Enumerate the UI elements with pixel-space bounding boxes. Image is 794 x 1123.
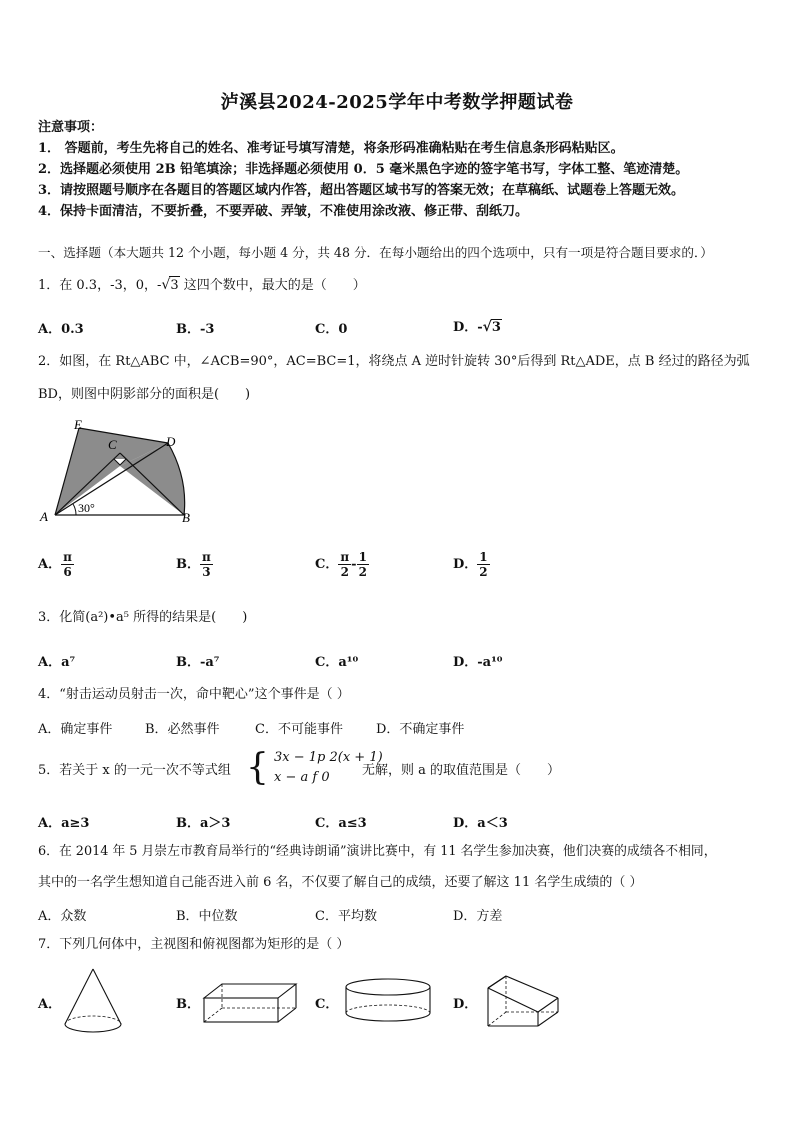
q1-option-d xyxy=(453,316,502,335)
label-b: B xyxy=(182,510,190,525)
q2-option-a-label: A． xyxy=(38,557,62,572)
fraction xyxy=(477,550,489,579)
q7-option-c: C． xyxy=(315,997,339,1012)
q7-option-b: B． xyxy=(176,997,200,1012)
q3-option-a: A．a⁷ xyxy=(38,655,76,670)
sqrt-symbol: √ xyxy=(482,319,492,335)
q7-option-a: A． xyxy=(38,997,62,1012)
q2-option-c-label: C． xyxy=(315,557,339,572)
q5-option-d: D．a＜3 xyxy=(453,816,508,831)
question-2-line-1: 2．如图，在 Rt△ABC 中，∠ACB=90°，AC=BC=1，将绕点 A 逆时针旋转 30°后得到 Rt△ADE，点 B 经过的路径为弧 xyxy=(38,354,750,369)
numerator: π xyxy=(202,550,211,564)
q2-figure xyxy=(38,408,198,528)
q5-option-a: A．a≥3 xyxy=(38,816,90,831)
fraction xyxy=(338,550,351,579)
q5-option-c: C．a≤3 xyxy=(315,816,367,831)
q3-option-b: B．-a⁷ xyxy=(176,655,220,670)
question-3-stem: 3．化简(a²)•a⁵ 所得的结果是( ) xyxy=(38,610,248,625)
q7-option-d: D． xyxy=(453,997,478,1012)
q4-option-c: C．不可能事件 xyxy=(255,722,343,737)
fraction xyxy=(200,550,213,579)
q2-option-d xyxy=(453,550,490,579)
fraction xyxy=(357,550,369,579)
q1-option-d-prefix: D．- xyxy=(453,320,483,335)
label-c: C xyxy=(108,437,117,452)
angle-arc xyxy=(73,504,76,515)
inequality-1: 3x − 1p 2(x + 1) xyxy=(274,750,383,765)
sqrt-symbol: √ xyxy=(161,277,171,293)
q3-option-c: C．a¹⁰ xyxy=(315,655,359,670)
label-angle: 30° xyxy=(78,501,95,515)
denominator: 3 xyxy=(200,564,213,579)
notice-item: 3．请按照题号顺序在各题目的答题区域内作答，超出答题区域书写的答案无效；在草稿纸、试题卷上答题无效。 xyxy=(38,183,685,198)
question-5-stem-b: 无解，则 a 的取值范围是（ ） xyxy=(362,763,561,778)
minus-sign: - xyxy=(351,557,357,572)
q4-option-a: A．确定事件 xyxy=(38,722,113,737)
question-5-stem-a: 5．若关于 x 的一元一次不等式组 xyxy=(38,763,231,778)
notice-item: 4．保持卡面清洁，不要折叠，不要弄破、弄皱，不准使用涂改液、修正带、刮纸刀。 xyxy=(38,204,529,219)
numerator: π xyxy=(63,550,72,564)
denominator: 2 xyxy=(338,564,351,579)
q2-option-b-label: B． xyxy=(176,557,200,572)
cone-figure xyxy=(62,966,124,1036)
q1-option-b: B．-3 xyxy=(176,322,215,337)
denominator: 6 xyxy=(61,564,74,579)
q2-option-a xyxy=(38,550,74,579)
label-e: E xyxy=(74,417,82,432)
denominator: 2 xyxy=(358,565,367,579)
cylinder-figure xyxy=(342,976,434,1026)
label-a: A xyxy=(40,509,48,524)
q4-option-b: B．必然事件 xyxy=(145,722,220,737)
q6-option-c: C．平均数 xyxy=(315,909,377,924)
inequality-2: x − a f 0 xyxy=(274,770,330,785)
q6-option-a: A．众数 xyxy=(38,909,87,924)
page-title: 泸溪县2024-2025学年中考数学押题试卷 xyxy=(220,92,574,113)
q6-option-b: B．中位数 xyxy=(176,909,238,924)
question-7-stem: 7．下列几何体中，主视图和俯视图都为矩形的是（ ） xyxy=(38,937,350,952)
question-2-line-2: BD，则图中阴影部分的面积是( ) xyxy=(38,387,251,402)
q1-stem-a: 1．在 0.3，-3，0，- xyxy=(38,278,162,293)
q2-option-d-label: D． xyxy=(453,557,478,572)
question-4-stem: 4．“射击运动员射击一次，命中靶心”这个事件是（ ） xyxy=(38,687,350,702)
q1-option-d-radicand: 3 xyxy=(491,320,501,335)
denominator: 2 xyxy=(479,565,488,579)
fraction xyxy=(61,550,74,579)
numerator: π xyxy=(340,550,350,564)
q1-stem-b: 这四个数中，最大的是（ ） xyxy=(179,278,366,293)
section-heading: 一、选择题（本大题共 12 个小题，每小题 4 分，共 48 分．在每小题给出的四个选项中，只有一项是符合题目要求的．） xyxy=(38,245,713,260)
numerator: 1 xyxy=(358,550,367,564)
q2-option-c xyxy=(315,550,369,579)
question-6-line-2: 其中的一名学生想知道自己能否进入前 6 名，不仅要了解自己的成绩，还要了解这 11 名学生成绩的（ ） xyxy=(38,875,643,890)
notice-heading: 注意事项： xyxy=(38,120,104,135)
notice-item: 2．选择题必须使用 2B 铅笔填涂；非选择题必须使用 0．5 毫米黑色字迹的签字笔书写，字体工整、笔迹清楚。 xyxy=(38,162,689,177)
cuboid-figure xyxy=(200,980,300,1026)
q6-option-d: D．方差 xyxy=(453,909,503,924)
question-1-stem xyxy=(38,276,366,295)
question-6-line-1: 6．在 2014 年 5 月崇左市教育局举行的“经典诗朗诵”演讲比赛中，有 11 名学生参加决赛，他们决赛的成绩各不相同， xyxy=(38,844,717,859)
notice-item: 1． 答题前，考生先将自己的姓名、准考证号填写清楚，将条形码准确粘贴在考生信息条形码粘贴区。 xyxy=(38,141,624,156)
q1-radicand: 3 xyxy=(170,278,179,293)
q2-option-b xyxy=(176,550,213,579)
wedge-figure xyxy=(482,972,568,1032)
q3-option-d: D．-a¹⁰ xyxy=(453,655,503,670)
brace-symbol: { xyxy=(246,747,269,788)
q4-option-d: D．不确定事件 xyxy=(376,722,465,737)
numerator: 1 xyxy=(479,550,488,564)
q1-option-c: C．0 xyxy=(315,322,348,337)
q5-option-b: B．a＞3 xyxy=(176,816,231,831)
label-d: D xyxy=(166,434,176,449)
q1-option-a: A．0.3 xyxy=(38,322,84,337)
